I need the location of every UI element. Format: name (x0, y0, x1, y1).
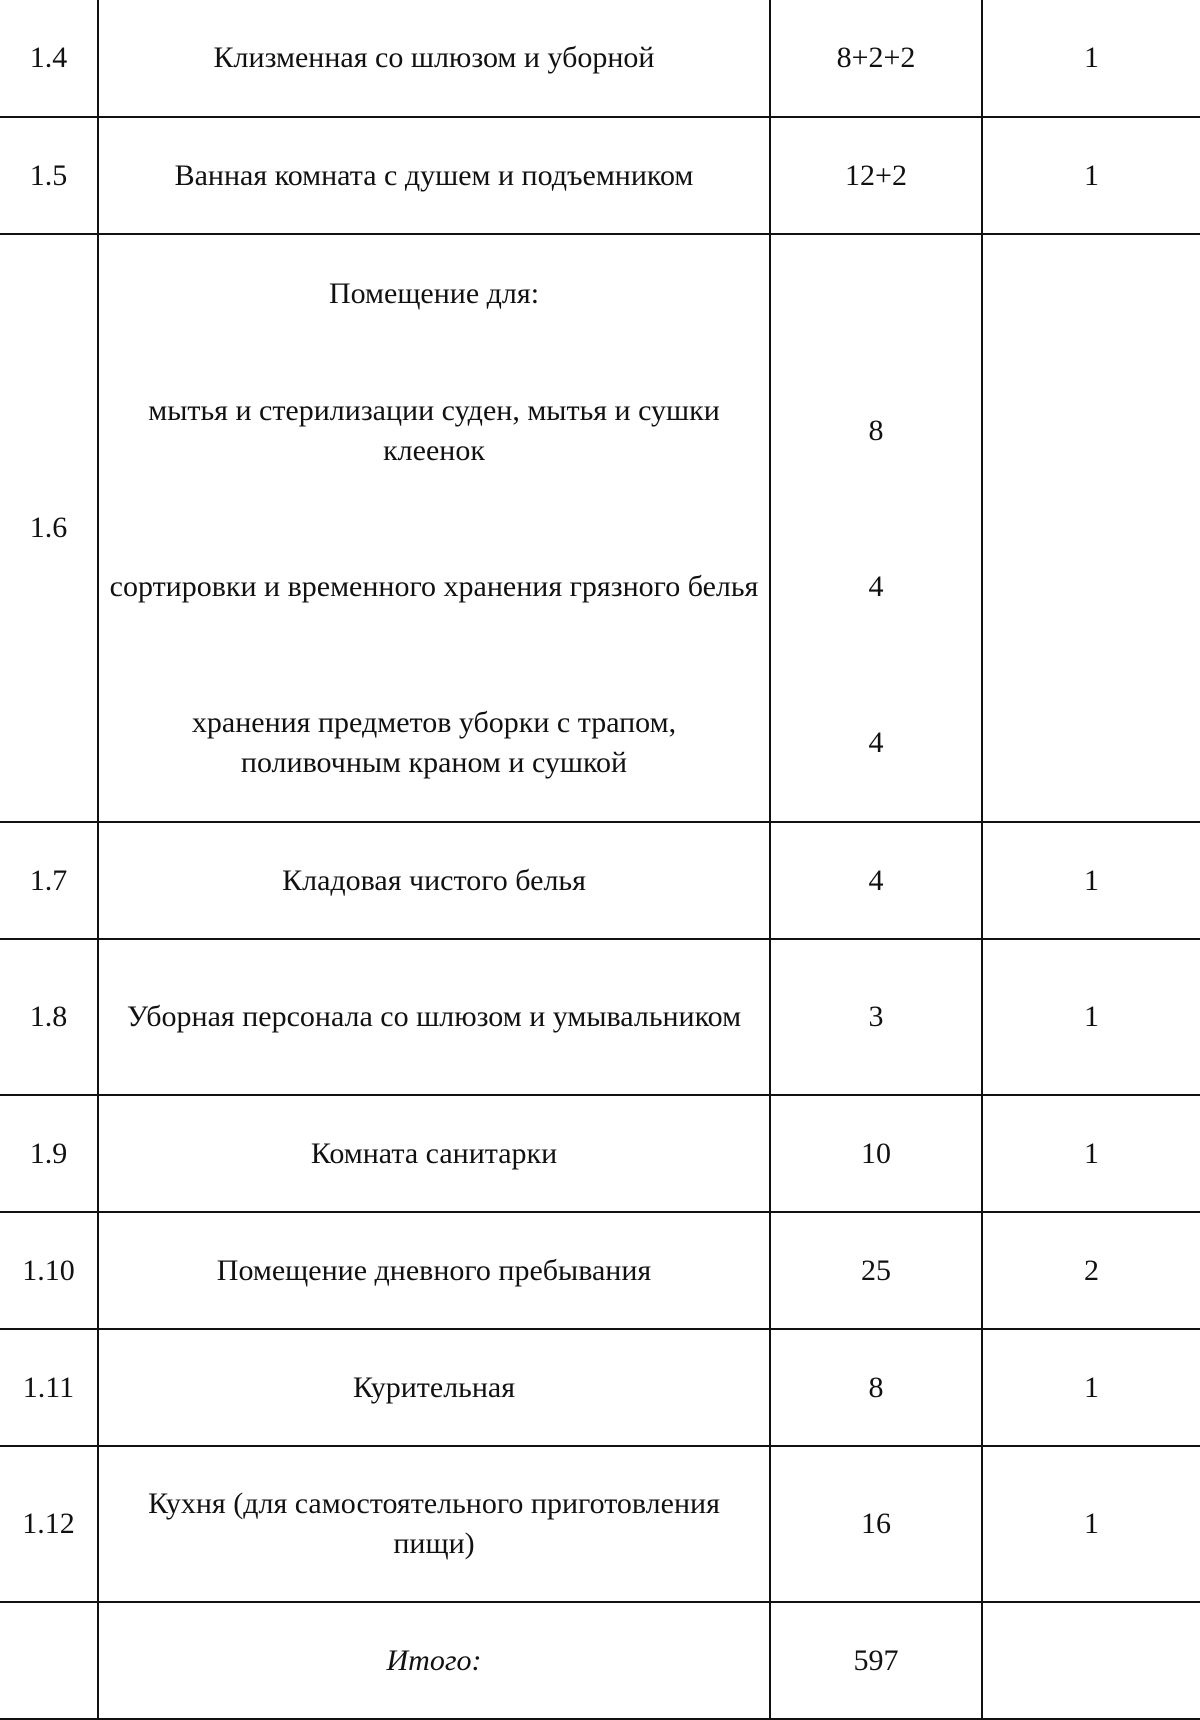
room-area: 8+2+2 (770, 0, 982, 117)
room-name: Уборная персонала со шлюзом и умывальником (98, 939, 770, 1095)
room-area: 3 (770, 939, 982, 1095)
room-area: 10 (770, 1095, 982, 1212)
room-count: 1 (982, 1095, 1200, 1212)
row-number: 1.7 (0, 822, 98, 939)
room-area: 16 (770, 1446, 982, 1602)
total-row (0, 1602, 1200, 1719)
room-count (982, 234, 1200, 822)
room-count: 1 (982, 822, 1200, 939)
sub-room-area: 4 (868, 726, 884, 759)
table-row (0, 117, 1200, 234)
room-count: 1 (982, 939, 1200, 1095)
sub-room-name: сортировки и временного хранения грязного белья (109, 570, 759, 603)
sub-area-list (781, 235, 971, 821)
table-row (0, 1446, 1200, 1602)
room-area-group (770, 234, 982, 822)
room-count: 1 (982, 117, 1200, 234)
sub-room-area: 4 (868, 570, 884, 603)
row-number (0, 1602, 98, 1719)
sub-room-name: хранения предметов уборки с трапом, поливочным краном и сушкой (191, 706, 677, 779)
room-name: Клизменная со шлюзом и уборной (98, 0, 770, 117)
room-count: 1 (982, 1446, 1200, 1602)
sub-room-list (109, 235, 759, 821)
room-name: Ванная комната с душем и подъемником (98, 117, 770, 234)
table-row (0, 1095, 1200, 1212)
table-row (0, 1329, 1200, 1446)
table-row (0, 0, 1200, 117)
room-area: 12+2 (770, 117, 982, 234)
row-number: 1.5 (0, 117, 98, 234)
total-label: Итого: (98, 1602, 770, 1719)
sub-room-name: мытья и стерилизации суден, мытья и сушки клеенок (148, 394, 720, 467)
room-name: Кладовая чистого белья (98, 822, 770, 939)
room-area: 4 (770, 822, 982, 939)
room-area: 25 (770, 1212, 982, 1329)
table-row (0, 822, 1200, 939)
row-number: 1.4 (0, 0, 98, 117)
total-area: 597 (770, 1602, 982, 1719)
row-number: 1.10 (0, 1212, 98, 1329)
sub-room-area: 8 (868, 414, 884, 447)
table-row (0, 234, 1200, 822)
group-heading: Помещение для: (328, 277, 540, 310)
room-count: 2 (982, 1212, 1200, 1329)
room-count: 1 (982, 0, 1200, 117)
row-number: 1.12 (0, 1446, 98, 1602)
room-name: Кухня (для самостоятельного приготовления пищи) (98, 1446, 770, 1602)
row-number: 1.6 (0, 234, 98, 822)
room-count: 1 (982, 1329, 1200, 1446)
area-spacer (781, 235, 971, 353)
row-number: 1.11 (0, 1329, 98, 1446)
table-row (0, 1212, 1200, 1329)
room-name-group (98, 234, 770, 822)
room-name: Помещение дневного пребывания (98, 1212, 770, 1329)
row-number: 1.8 (0, 939, 98, 1095)
room-name: Комната санитарки (98, 1095, 770, 1212)
room-area: 8 (770, 1329, 982, 1446)
room-name: Курительная (98, 1329, 770, 1446)
row-number: 1.9 (0, 1095, 98, 1212)
total-count (982, 1602, 1200, 1719)
table-row (0, 939, 1200, 1095)
